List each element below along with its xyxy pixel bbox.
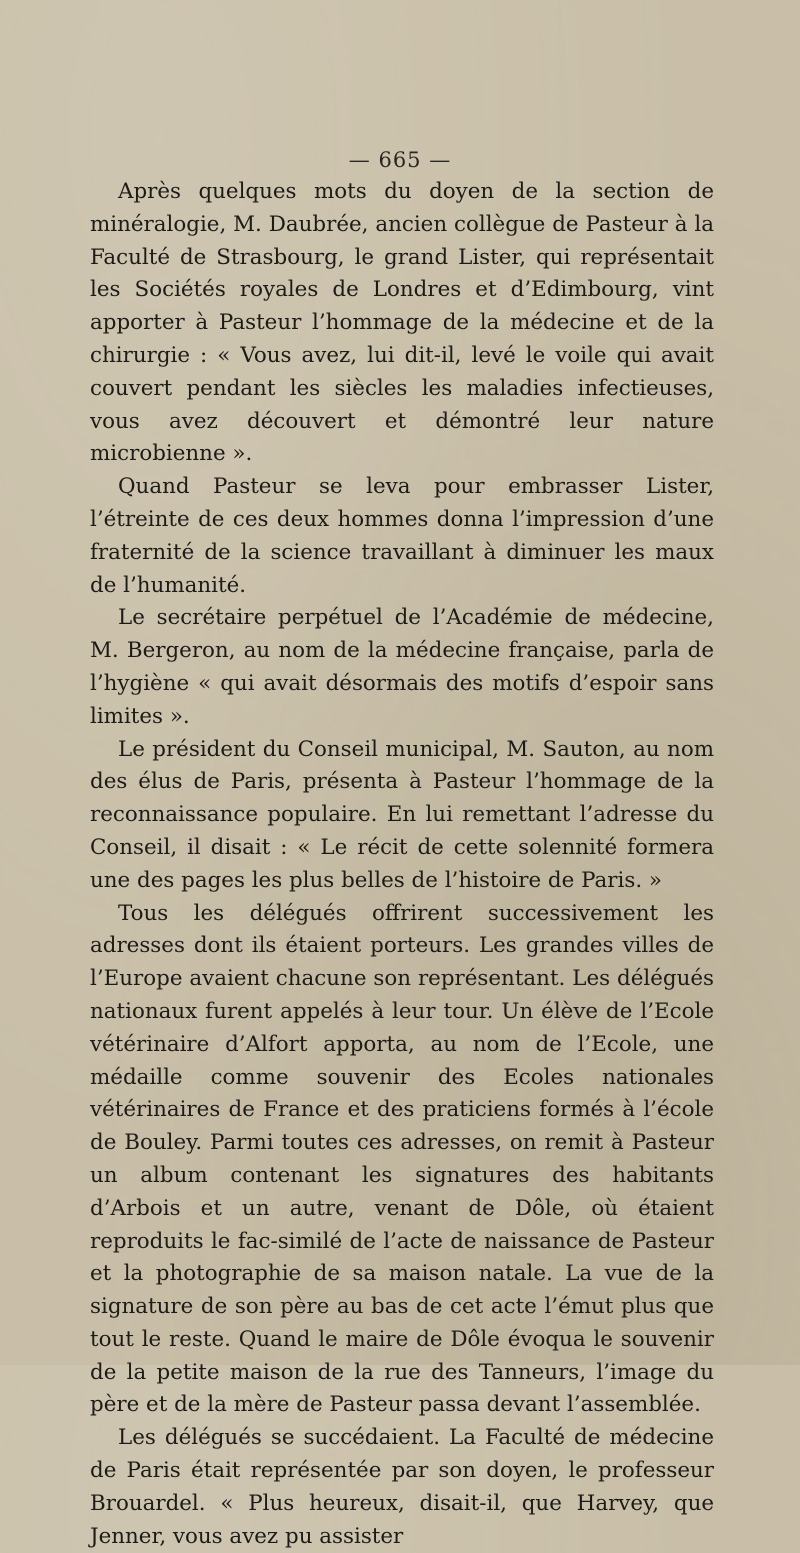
page-number: — 665 — xyxy=(348,148,452,172)
paragraph-brouardel: Les délégués se succédaient. La Faculté de médecine de Paris était représentée par son doyen, le professeur Brouardel. « Plus heureux, disait-il, que Harvey, que Jenner, vous avez pu assister xyxy=(90,1425,714,1549)
paragraph-delegates: Tous les délégués offrirent successivement les adresses dont ils étaient porteurs. Les grandes villes de l’Europe avaient chacune son représentant. Les délégués nationaux furent appelés à leur tour. Un élève de l’Ecole vétérinaire d’Alfort apporta, au nom de l’Ecole, une médaille comme souvenir des Ecoles nationales vétérinaires de France et des praticiens formés à l’école de Bouley. Parmi toutes ces adresses, on remit à Pasteur un album contenant les signatures des habitants d’Arbois et un autre, venant de Dôle, où étaient reproduits le fac-similé de l’acte de naissance de Pasteur et la photographie de sa maison natale. La vue de la signature de son père au bas de cet acte l’émut plus que tout le reste. Quand le maire de Dôle évoqua le souvenir de la petite maison de la rue des Tanneurs, l’image du père et de la mère de Pasteur passa devant l’assemblée. xyxy=(90,900,714,1418)
paragraph-sauton: Le président du Conseil municipal, M. Sauton, au nom des élus de Paris, présenta à Pasteur l’hommage de la reconnaissance populaire. En lui remettant l’adresse du Conseil, il disait : « Le récit de cette solennité formera une des pages les plus belles de l’histoire de Paris. » xyxy=(90,736,714,893)
paragraph-embrace: Quand Pasteur se leva pour embrasser Lister, l’étreinte de ces deux hommes donna l’impression d’une fraternité de la science travaillant à diminuer les maux de l’humanité. xyxy=(90,474,714,598)
text-body xyxy=(90,176,714,1553)
paragraph-bergeron: Le secrétaire perpétuel de l’Académie de médecine, M. Bergeron, au nom de la médecine française, parla de l’hygiène « qui avait désormais des motifs d’espoir sans limites ». xyxy=(90,605,714,729)
paragraph-lister-tribute: Après quelques mots du doyen de la section de minéralogie, M. Daubrée, ancien collègue de Pasteur à la Faculté de Strasbourg, le grand Lister, qui représentait les Sociétés royales de Londres et d’Edimbourg, vint apporter à Pasteur l’hommage de la médecine et de la chirurgie : « Vous avez, lui dit-il, levé le voile qui avait couvert pendant les siècles les maladies infectieuses, vous avez découvert et démontré leur nature microbienne ». xyxy=(90,179,714,467)
